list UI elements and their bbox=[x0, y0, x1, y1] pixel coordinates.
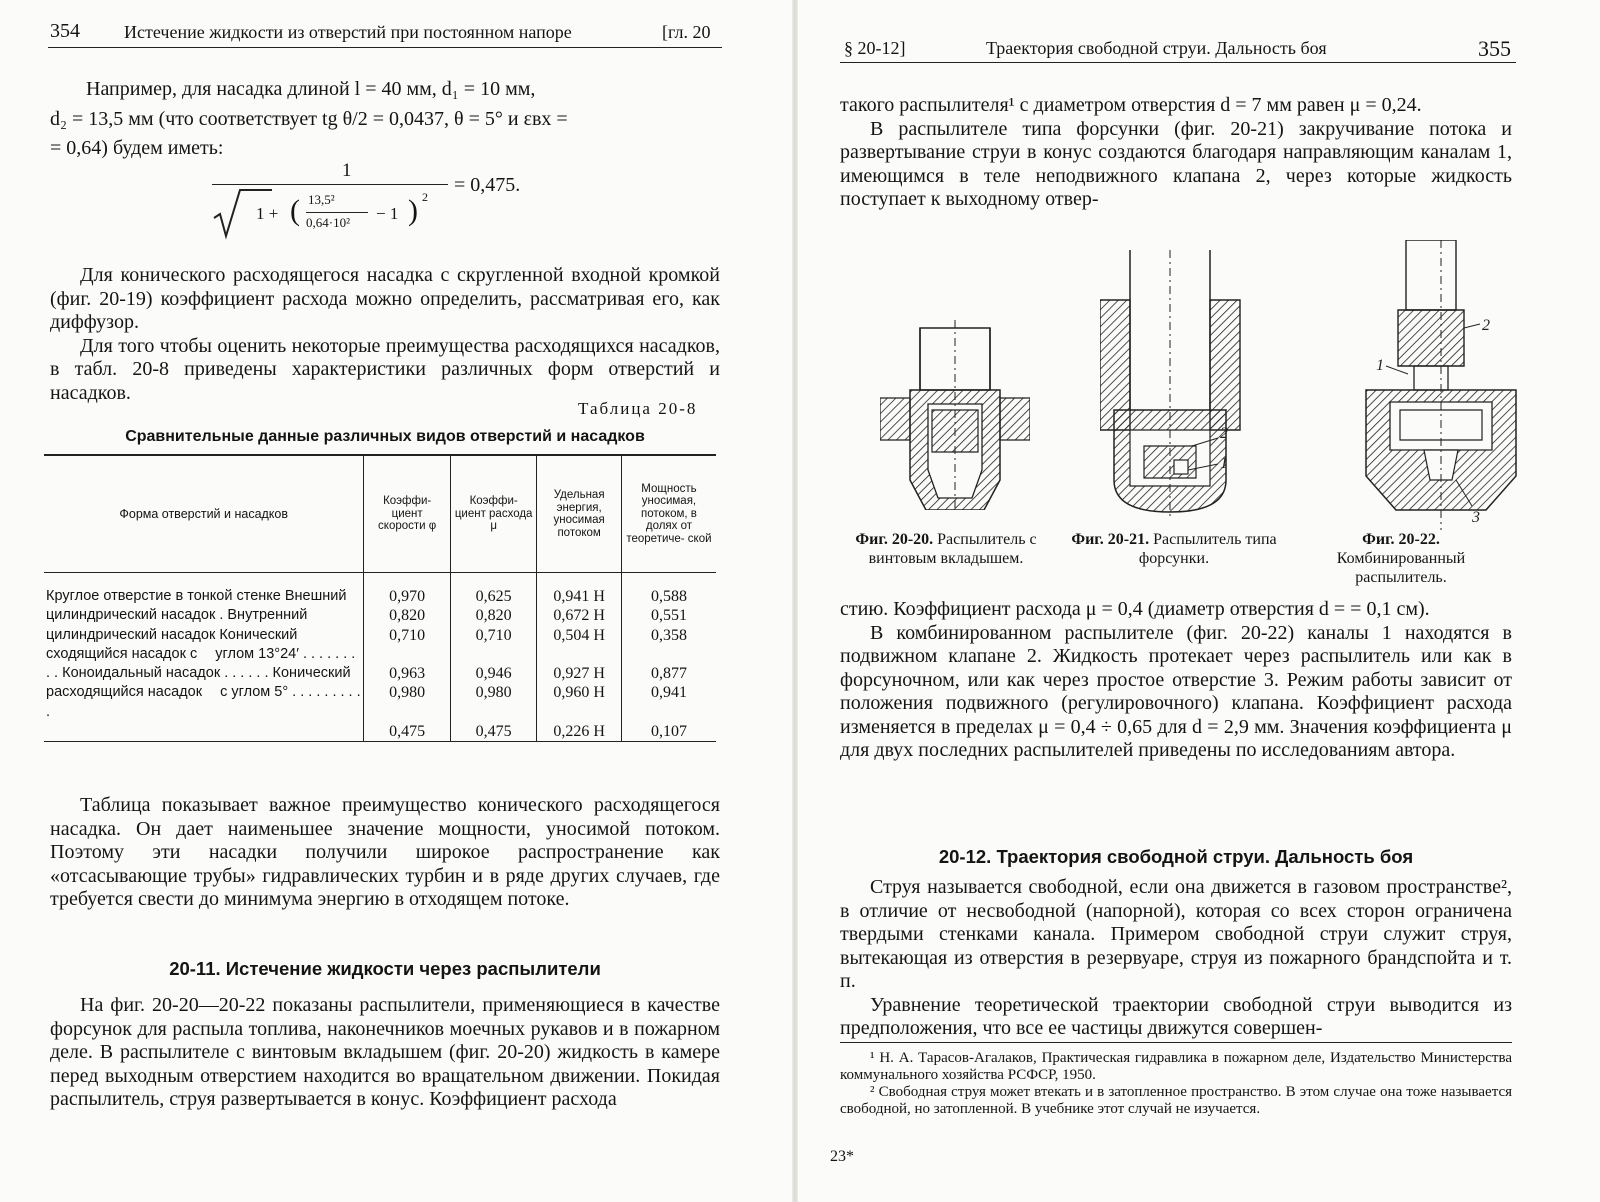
comparison-table bbox=[44, 454, 716, 742]
cell-energy: 0,960 H bbox=[553, 684, 605, 702]
cell-mu: 0,820 bbox=[475, 607, 512, 625]
cell-energy: 0,927 H bbox=[553, 665, 605, 683]
formula-fraction-line bbox=[212, 184, 448, 185]
caption-figure-20-22: Фиг. 20-22. Комбинированный распылитель. bbox=[1336, 531, 1466, 586]
footnotes bbox=[840, 1050, 1512, 1118]
figure-20-22-drawing bbox=[1356, 240, 1526, 530]
cell-energy: 0,672 H bbox=[553, 607, 605, 625]
para-equation: Уравнение теоретической траектории свободной струи выводится из предположения, что все ее частицы движутся совершен- bbox=[840, 993, 1512, 1039]
para-conic: Для конического расходящегося насадка с скругленной входной кромкой (фиг. 20-19) коэффициент расхода можно определить, рассматривая его, как диффузор. bbox=[50, 264, 720, 333]
col-header-phi: Коэффи- циент скорости φ bbox=[364, 455, 451, 573]
formula-one: 1 + bbox=[256, 204, 279, 223]
row-name: Внутренний цилиндрический насадок bbox=[46, 607, 308, 643]
running-title: Истечение жидкости из отверстий при постоянном напоре bbox=[124, 22, 572, 42]
label-1: 1 bbox=[1376, 357, 1384, 374]
figure-20-21-drawing bbox=[1100, 250, 1250, 520]
label-3: 3 bbox=[1472, 509, 1480, 526]
formula-minus-one: − 1 bbox=[376, 204, 399, 223]
caption-figure-20-21: Фиг. 20-21. Распылитель типа форсунки. bbox=[1071, 531, 1277, 567]
para-forsunka: В распылителе типа форсунки (фиг. 20-21) закручивание потока и развертывание струи в конус создаются благодаря направляющим каналам 1, имеющимся в теле неподвижного клапана 2, через которые жидкость поступает к выходному отвер- bbox=[840, 117, 1512, 210]
caption-figure-20-20: Фиг. 20-20. Распылитель с винтовым вкладышем. bbox=[855, 531, 1037, 567]
formula: 1 1 + ( 13,5² 0,64·10² − 1 ) 2 = 0,475. bbox=[212, 160, 552, 240]
footnote-1: ¹ Н. А. Тарасов-Агалаков, Практическая гидравлика в пожарном деле, Издательство Министерства коммунального хозяйства РСФСР, 1950. bbox=[840, 1050, 1512, 1083]
intro-text bbox=[50, 78, 720, 161]
cell-mu: 0,625 bbox=[475, 588, 512, 605]
cell-phi: 0,475 bbox=[389, 723, 426, 741]
col-header-mu: Коэффи- циент расхода μ bbox=[450, 455, 537, 573]
cell-power: 0,551 bbox=[650, 607, 687, 625]
cell-power: 0,877 bbox=[650, 665, 687, 683]
formula-inner-denominator: 0,64·10² bbox=[306, 215, 350, 230]
col-header-power: Мощность уносимая, потоком, в долях от теоретиче- ской bbox=[621, 455, 716, 573]
formula-power: 2 bbox=[422, 190, 428, 204]
col-header-energy: Удельная энергия, уносимая потоком bbox=[537, 455, 622, 573]
footnote-rule bbox=[840, 1042, 1512, 1043]
label-1: 1 bbox=[1220, 455, 1228, 472]
cell-mu: 0,710 bbox=[475, 626, 512, 644]
row-name: Конический сходящийся насадок с bbox=[46, 626, 298, 662]
cell-mu: 0,475 bbox=[475, 723, 512, 741]
col-form-names bbox=[44, 573, 364, 742]
col-header-form: Форма отверстий и насадков bbox=[119, 506, 289, 521]
para-after-fig: стию. Коэффициент расхода μ = 0,4 (диаметр отверстия d = = 0,1 см). bbox=[840, 598, 1430, 620]
figure-20-20-drawing bbox=[880, 320, 1030, 510]
signature-mark: 23* bbox=[830, 1148, 854, 1165]
col-energy-values bbox=[537, 573, 622, 742]
right-page bbox=[800, 0, 1600, 1202]
row-name: Конический расходящийся насадок bbox=[46, 665, 351, 701]
cell-energy: 0,504 H bbox=[553, 626, 605, 644]
header-rule bbox=[48, 47, 722, 48]
cell-phi: 0,710 bbox=[389, 626, 426, 644]
cell-power: 0,107 bbox=[650, 723, 687, 741]
page-number: 354 bbox=[50, 20, 80, 42]
para-free: Струя называется свободной, если она движется в газовом пространстве², в отличие от несвободной (напорной), которая со всех сторон ограничена твердыми стенками канала. Примером свободной струи служит струя, вытекающая из отверстия в резервуаре, струя из пожарного брандспойта и т. п. bbox=[840, 876, 1512, 992]
book-gutter bbox=[792, 0, 798, 1202]
cell-power: 0,358 bbox=[650, 626, 687, 644]
cell-mu: 0,946 bbox=[475, 665, 512, 683]
paragraphs-before-table bbox=[50, 264, 720, 405]
para-top: такого распылителя¹ с диаметром отверстия d = 7 мм равен μ = 0,24. bbox=[840, 94, 1422, 116]
section-ref: § 20-12] bbox=[844, 38, 906, 58]
cell-energy: 0,226 H bbox=[553, 723, 605, 741]
table-label: Таблица 20-8 bbox=[578, 399, 698, 418]
col-phi-values bbox=[364, 573, 451, 742]
table-header-row bbox=[44, 455, 716, 573]
row-name: Круглое отверстие в тонкой стенке bbox=[46, 588, 281, 604]
formula-inner-numerator: 13,5² bbox=[308, 192, 335, 207]
row-name-cont: углом 13°24′ . . . . . . . . . bbox=[46, 645, 356, 682]
cell-power: 0,588 bbox=[650, 588, 687, 605]
text-free-jet bbox=[840, 876, 1512, 1041]
footnote-2: ² Свободная струя может втекать и в затопленное пространство. В этом случае она тоже называется свободной, но затопленной. В учебнике этот случай не изучается. bbox=[840, 1084, 1512, 1117]
intro-line-2: d₂ = 13,5 мм (что соответствует tg θ/2 = 0,0437, θ = 5° и εвх = bbox=[50, 107, 568, 130]
section-heading-20-11: 20-11. Истечение жидкости через распылители bbox=[169, 958, 601, 979]
cell-phi: 0,963 bbox=[389, 665, 426, 683]
col-mu-values bbox=[450, 573, 537, 742]
text-after-figures bbox=[840, 598, 1512, 763]
cell-phi: 0,980 bbox=[389, 684, 426, 702]
cell-phi: 0,970 bbox=[389, 588, 426, 605]
label-2: 2 bbox=[1220, 425, 1228, 442]
para-table-conclusion: Таблица показывает важное преимущество конического расходящегося насадка. Он дает наименьшее значение мощности, уносимой потоком. Поэтому эти насадки получили широкое распространение как «отсасывающие трубы» гидравлических турбин и в ряде других случаев, где требуется свести до минимума энергию в отходящем потоке. bbox=[50, 794, 720, 910]
header-rule bbox=[840, 62, 1516, 63]
cell-energy: 0,941 H bbox=[553, 588, 605, 605]
cell-mu: 0,980 bbox=[475, 684, 512, 702]
row-name-cont: с углом 5° . . . . . . . . . . bbox=[46, 684, 361, 720]
intro-line-3: = 0,64) будем иметь: bbox=[50, 137, 224, 159]
intro-line-1: Например, для насадка длиной l = 40 мм, d₁ = 10 мм, bbox=[86, 78, 536, 100]
page-number: 355 bbox=[1478, 36, 1511, 61]
top-text bbox=[840, 94, 1512, 212]
table-body-row bbox=[44, 573, 716, 742]
row-name: Внешний цилиндрический насадок . bbox=[46, 588, 347, 624]
section-heading-20-12: 20-12. Траектория свободной струи. Дальность боя bbox=[938, 846, 1414, 867]
chapter-ref: [гл. 20 bbox=[662, 22, 711, 42]
formula-result: = 0,475. bbox=[454, 174, 521, 196]
cell-power: 0,941 bbox=[650, 684, 687, 702]
running-title: Траектория свободной струи. Дальность боя bbox=[986, 38, 1327, 58]
para-compare: Для того чтобы оценить некоторые преимущества расходящихся насадков, в табл. 20-8 приведены характеристики различных форм отверстий и насадков. bbox=[50, 334, 720, 404]
formula-numerator: 1 bbox=[342, 160, 352, 181]
cell-phi: 0,820 bbox=[389, 607, 426, 625]
col-power-values bbox=[621, 573, 716, 742]
para-combined: В комбинированном распылителе (фиг. 20-22) каналы 1 находятся в подвижном клапане 2. Жидкость протекает через распылитель или как в форсуночном, или как через простое отверстие 3. Режим работы зависит от положения подвижного (регулировочного) клапана. Коэффициент расхода изменяется в пределах μ = 0,4 ÷ 0,65 для d = 2,9 мм. Значения коэффициента μ для двух последних распылителей приведены по исследованиям автора. bbox=[840, 621, 1512, 761]
label-2: 2 bbox=[1482, 317, 1490, 334]
row-name: Коноидальный насадок . . . . . . bbox=[62, 665, 269, 682]
left-page bbox=[0, 0, 790, 1202]
table-title: Сравнительные данные различных видов отверстий и насадков bbox=[125, 428, 645, 445]
para-sprayers: На фиг. 20-20—20-22 показаны распылители, применяющиеся в качестве форсунок для распыла топлива, наконечников моечных рукавов и в пожарном деле. В распылителе с винтовым вкладышем (фиг. 20-20) жидкость в камере перед выходным отверстием находится во вращательном движении. Покидая распылитель, струя развертывается в конус. Коэффициент расхода bbox=[50, 994, 720, 1110]
